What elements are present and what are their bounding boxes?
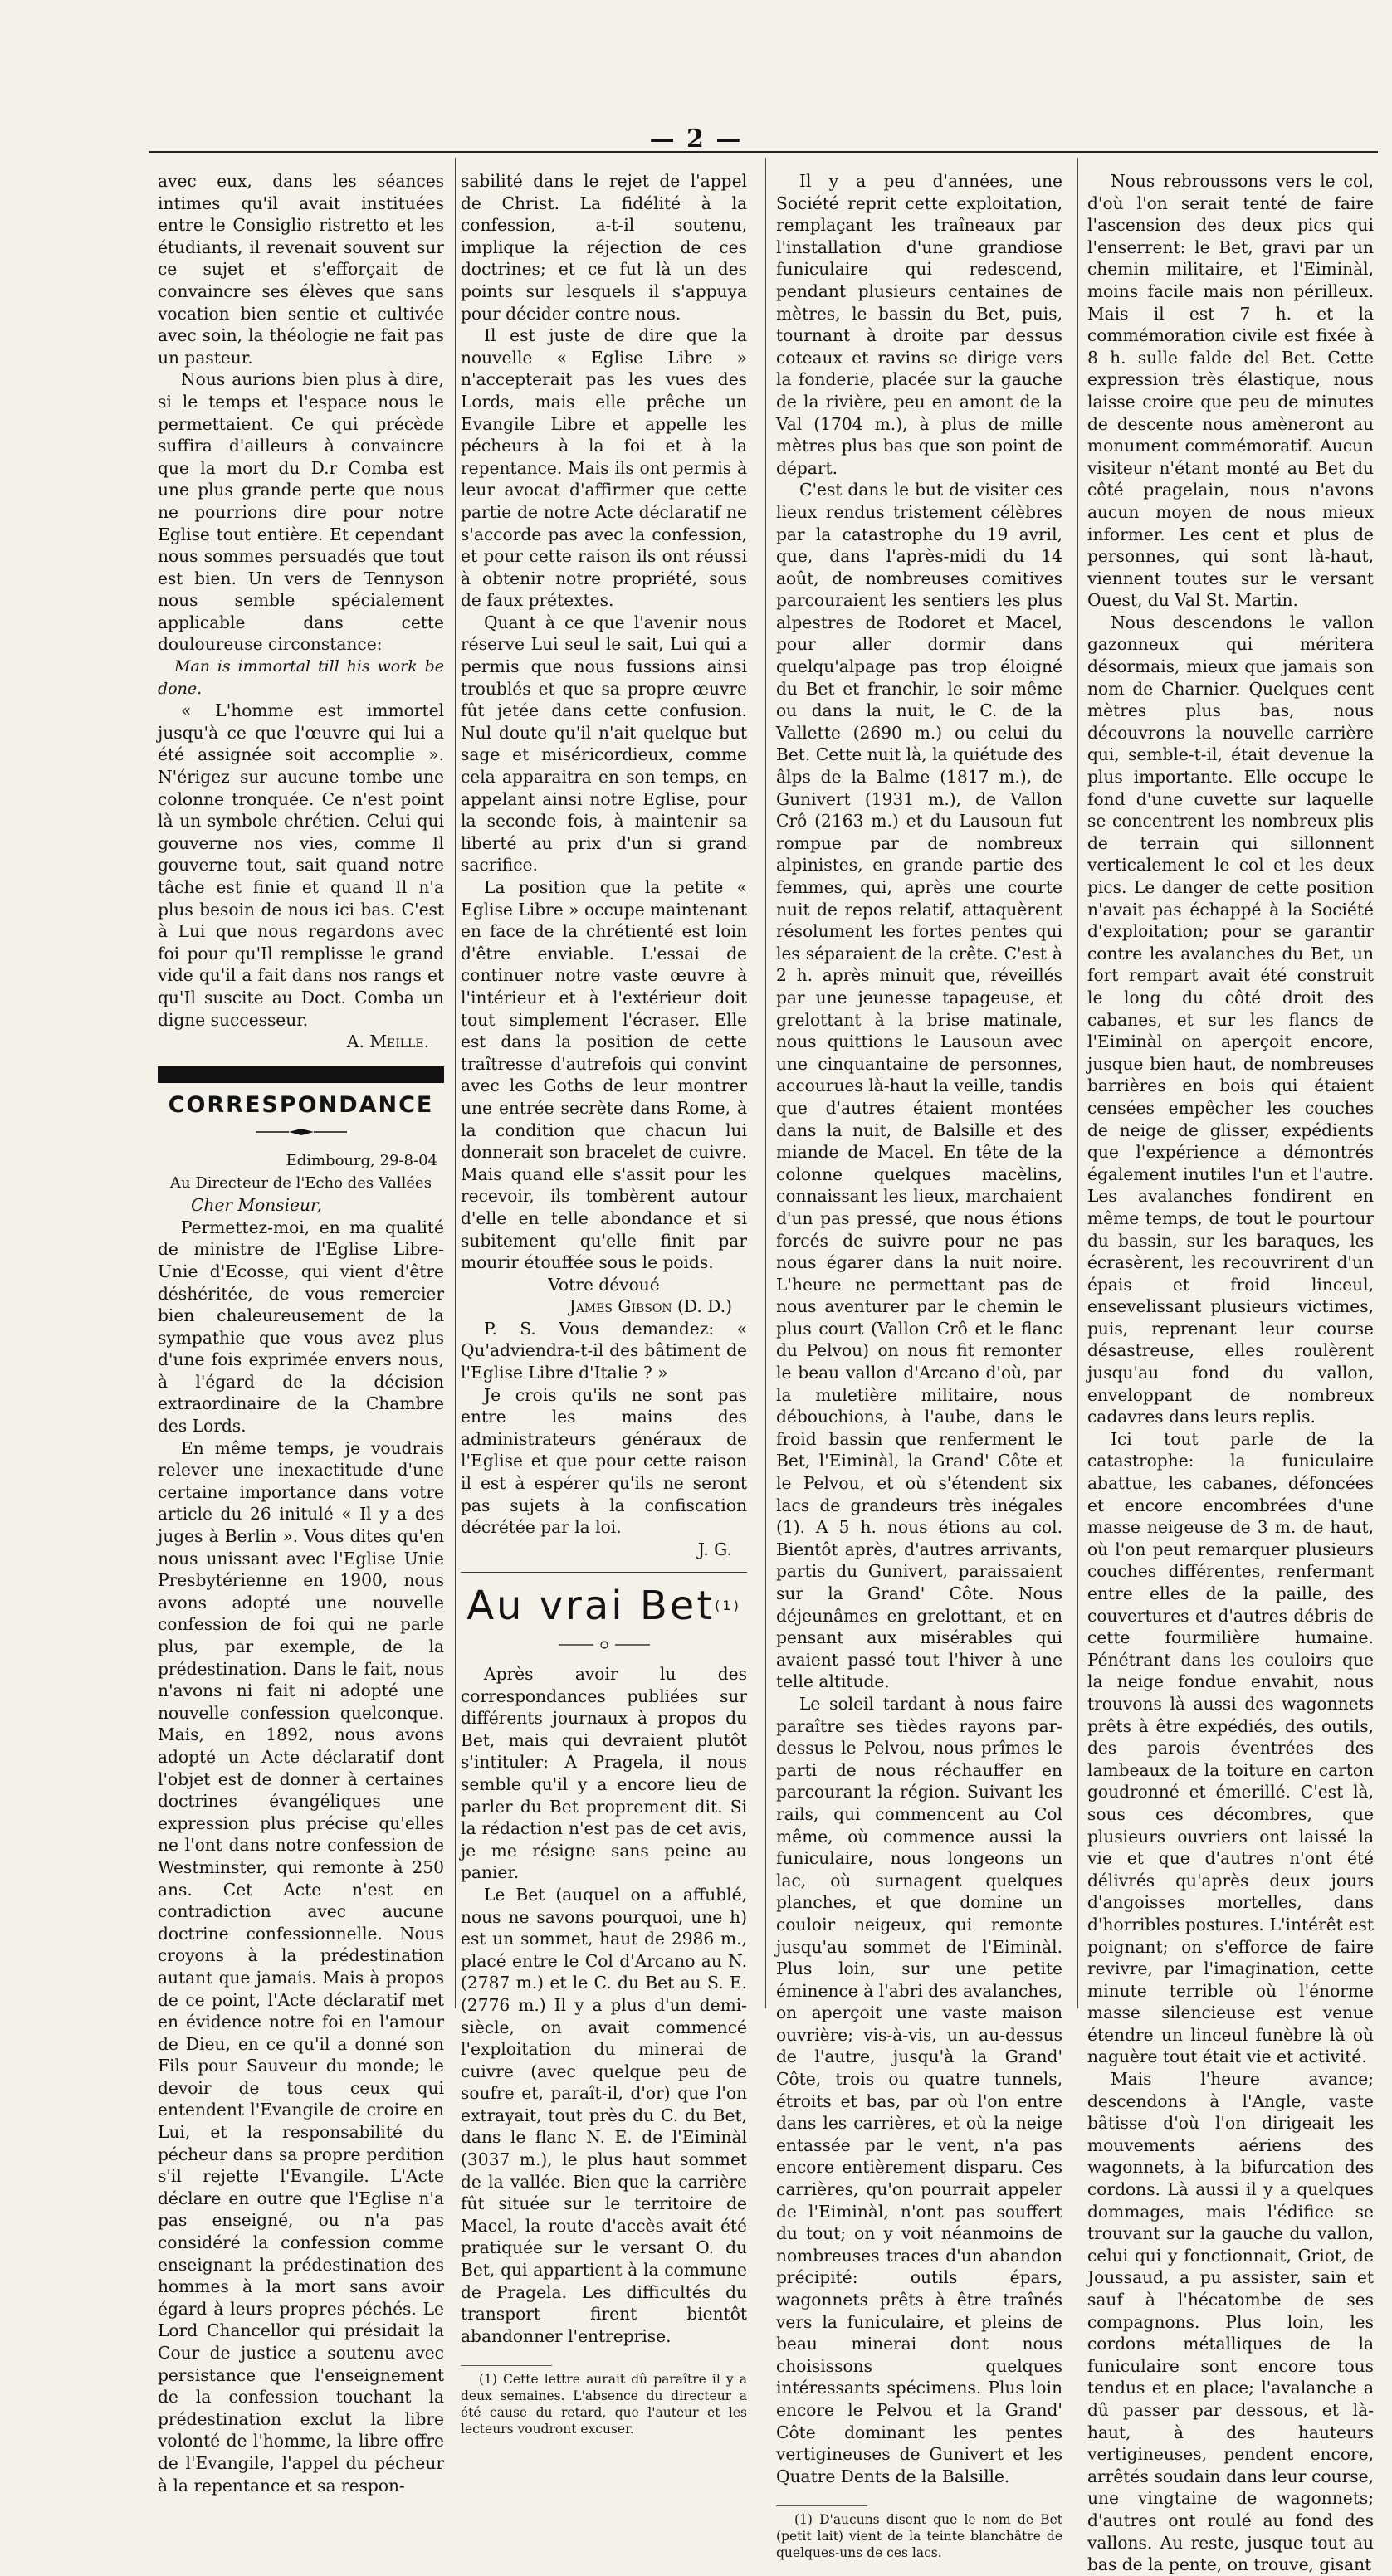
paragraph: Quant à ce que l'avenir nous réserve Lui seul le sait, Lui qui a permis que nous fussions ainsi troublés et que sa propre œuvre fût jetée dans cette confusion. Nul doute qu'il n'ait quelque but sage et miséricordieux, comme cela apparaitra en son temps, en appelant ainsi notre Eglise, pour la seconde fois, à maintenir sa liberté au prix d'un si grand sacrifice. bbox=[461, 612, 747, 876]
paragraph: La position que la petite « Eglise Libre » occupe maintenant en face de la chrétienté est loin d'être enviable. L'essai de continuer notre vaste œuvre à l'intérieur et à l'extérieur doit tout simplement l'écraser. Elle est dans la position de cette traîtresse d'autrefois qui convint avec les Goths de leur montrer une entrée secrète dans Rome, à la condition que chacun lui donnerait son bracelet de cuivre. Mais quand elle s'assit pour les recevoir, ils tombèrent autour d'elle en telle abondance et si subitement qu'elle finit par mourir étouffée sous le poids. bbox=[461, 877, 747, 1273]
paragraph: Permettez-moi, en ma qualité de ministre de l'Eglise Libre-Unie d'Ecosse, qui vient d'être déshéritée, de vous remercier bien chaleureusement de la sympathie que vous avez plus d'une fois exprimée envers nous, à l'égard de la décision extraordinaire de la Chambre des Lords. bbox=[158, 1217, 444, 1437]
footnote-rule bbox=[461, 2365, 552, 2366]
headline-footnote-marker: (1) bbox=[715, 1598, 741, 1614]
paragraph: Le Bet (auquel on a affublé, nous ne savons pourquoi, une h) est un sommet, haut de 2986 m., placé entre le Col d'Arcano au N. (2787 m.) et le C. du Bet au S. E. (2776 m.) Il y a plus d'un demi-siècle, on avait commencé l'exploitation du minerai de cuivre (avec quelque peu de soufre et, paraît-il, d'or) que l'on extrayait, tout près du C. du Bet, dans le flanc N. E. de l'Eiminàl (3037 m.), le plus haut sommet de la vallée. Bien que la carrière fût située sur le territoire de Macel, la route d'accès avait été pratiquée sur le versant O. du Bet, qui appartient à la commune de Pragela. Les difficultés du transport firent bientôt abandonner l'entreprise. bbox=[461, 1884, 747, 2346]
paragraph: Le soleil tardant à nous faire paraître ses tièdes rayons par-dessus le Pelvou, nous prîmes le parti de nous réchauffer en parcourant la région. Suivant les rails, qui commencent au Col même, où commence aussi la funiculaire, nous longeons un lac, où surnagent quelques planches, et que domine un couloir neigeux, qui remonte jusqu'au sommet de l'Eiminàl. Plus loin, sur une petite éminence à l'abri des avalanches, on aperçoit une vaste maison ouvrière; vis-à-vis, un au-dessus de l'autre, jusqu'à la Grand' Côte, trois ou quatre tunnels, étroits et bas, par où l'on entre dans les carrières, et où la neige entassée par le vent, n'a pas encore entièrement disparu. Ces carrières, qu'on pourrait appeler de l'Eiminàl, n'ont pas souffert du tout; on y voit néanmoins de nombreuses traces d'un abandon précipité: outils épars, wagonnets prêts à être traînés vers la funiculaire, et pleins de beau minerai dont nous choisissons quelques intéressants spécimens. Plus loin encore le Pelvou et la Grand' Côte dominant les pentes vertigineuses de Gunivert et les Quatre Dents de la Balsille. bbox=[776, 1693, 1062, 2486]
column-1 bbox=[158, 170, 444, 2496]
paragraph: Il est juste de dire que la nouvelle « Eglise Libre » n'accepterait pas les vues des Lords, mais elle prêche un Evangile Libre et appelle les pécheurs à la foi et à la repentance. Mais ils ont permis à leur avocat d'affirmer que cette partie de notre Acte déclaratif ne s'accorde pas avec la confession, et pour cette raison ils ont réussi à obtenir notre propriété, sous de faux prétextes. bbox=[461, 325, 747, 611]
paragraph: Il y a peu d'années, une Société reprit cette exploitation, remplaçant les traîneaux par l'installation d'une grandiose funiculaire qui redescend, pendant plusieurs centaines de mètres, le bassin du Bet, puis, tournant à droite par dessus coteaux et ravins se dirige vers la fonderie, placée sur la gauche de la rivière, peu en amont de la Val (1704 m.), à plus de mille mètres plus bas que son point de départ. bbox=[776, 171, 1062, 478]
paragraph: En même temps, je voudrais relever une inexactitude d'une certaine importance dans votre article du 26 initulé « Il y a des juges à Berlin ». Vous dites qu'en nous unissant avec l'Eglise Unie Presbytérienne en 1900, nous avons adopté une nouvelle confession de foi qui ne parle plus, par exemple, de la prédestination. Dans le fait, nous n'avons ni fait ni adopté une nouvelle confession quelconque. Mais, en 1892, nous avons adopté un Acte déclaratif dont l'objet est de donner à certaines doctrines évangéliques une expression plus précise qu'elles ne l'ont dans notre confession de Westminster, qui remonte à 250 ans. Cet Acte n'est en contradiction avec aucune doctrine confessionnelle. Nous croyons à la prédestination autant que jamais. Mais à propos de ce point, l'Acte déclaratif met en évidence notre foi en l'amour de Dieu, en ce qu'il a donné son Fils pour Sauveur du monde; le devoir de tous ceux qui entendent l'Evangile de croire en Lui, et la responsabilité du pécheur dans sa propre perdition s'il rejette l'Evangile. L'Acte déclare en outre que l'Eglise n'a pas enseigné, ou n'a pas considéré la confession comme enseignant la prédestination des hommes à la mort sans avoir égard à leurs propres péchés. Le Lord Chancellor qui présidait la Cour de justice a soutenu avec persistance que l'enseignement de la confession touchant la prédestination exclut la libre volonté de l'homme, la libre offre de l'Evangile, l'appel du pécheur à la repentance et sa respon- bbox=[158, 1437, 444, 2496]
signature: A. Meille. bbox=[346, 1032, 429, 1052]
headline-text: Au vrai Bet bbox=[466, 1583, 716, 1630]
paragraph: Je crois qu'ils ne sont pas entre les mains des administrateurs généraux de l'Eglise et que pour cette raison il est à espérer qu'ils ne seront pas sujets à la confiscation décrétée par la loi. bbox=[461, 1384, 747, 1538]
postscript: P. S. Vous demandez: « Qu'adviendra-t-il des bâtiment de l'Eglise Libre d'Italie ? » bbox=[461, 1318, 747, 1383]
column-divider bbox=[455, 158, 456, 2008]
paragraph: Après avoir lu des correspondances publiées sur différents journaux à propos du Bet, mais qui devraient plutôt s'intituler: A Pragela, il nous semble qu'il y a encore lieu de parler du Bet proprement dit. Si la rédaction n'est pas de cet avis, je me résigne sans peine au panier. bbox=[461, 1664, 747, 1883]
addressee: Au Directeur de l'Echo des Vallées bbox=[170, 1173, 432, 1192]
column-3 bbox=[776, 170, 1062, 2561]
signer: James Gibson (D. D.) bbox=[569, 1296, 732, 1317]
dateline: Edimbourg, 29-8-04 bbox=[286, 1151, 437, 1169]
ornament-divider bbox=[461, 1632, 747, 1655]
section-title: CORRESPONDANCE bbox=[168, 1091, 434, 1118]
paragraph: Nous descendons le vallon gazonneux qui méritera désormais, mieux que jamais son nom de Charnier. Quelques cent mètres plus bas, nous découvrons la nouvelle carrière qui, semble-t-il, était devenue la plus importante. Elle occupe le fond d'une cuvette sur laquelle se concentrent les nombreux plis de terrain qui sillonnent verticalement le col et les deux pics. Le danger de cette position n'avait pas échappé à la Société d'exploitation; pour se garantir contre les avalanches du Bet, un fort rempart avait été construit le long du côté droit des cabanes, et sur les flancs de l'Eiminàl on aperçoit encore, jusque bien haut, de nombreuses barrières en bois qui étaient censées empêcher les couches de neige de glisser, expédients que l'expérience a démontrés également inutiles l'un et l'autre. Les avalanches fondirent en même temps, de tout le pourtour du bassin, sur les baraques, les écrasèrent, les recouvrirent d'un épais et froid linceul, ensevelissant plusieurs victimes, puis, reprenant leur course désastreuse, elles roulèrent jusqu'au fond du vallon, enveloppant de nombreux cadavres dans leurs replis. bbox=[1087, 612, 1374, 1427]
paragraph: Nous rebroussons vers le col, d'où l'on serait tenté de faire l'ascension des deux pics qui l'enserrent: le Bet, gravi par un chemin militaire, et l'Eiminàl, moins facile mais non périlleux. Mais il est 7 h. et la commémoration civile est fixée à 8 h. sulle falde del Bet. Cette expression très élastique, nous laisse croire que peu de minutes de descente nous amèneront au monument commémoratif. Aucun visiteur n'étant monté au Bet du côté pragelain, nous n'avons aucun moyen de nous mieux informer. Les cent et plus de personnes, qui sont là-haut, viennent toutes sur le versant Ouest, du Val St. Martin. bbox=[1087, 171, 1374, 611]
closing: Votre dévoué bbox=[548, 1274, 660, 1295]
paragraph: Mais l'heure avance; descendons à l'Angle, vaste bâtisse d'où l'on dirigeait les mouvements aériens des wagonnets, à la bifurcation des cordons. Là aussi il y a quelques dommages, mais l'édifice se trouvant sur la gauche du vallon, celui qui y fonctionnait, Griot, de Joussaud, a pu assister, sain et sauf à l'hécatombe de ses compagnons. Plus loin, les cordons métalliques de la funiculaire sont encore tous tendus et en place; l'avalanche a dû passer par dessous, et là-haut, à des hauteurs vertigineuses, pendent encore, arrêtés soudain dans leur course, une vingtaine de wagonnets; d'autres ont roulé au fond des vallons. Au reste, jusque tout au bas de la pente, on trouve, gisant bbox=[1087, 2069, 1374, 2575]
tennyson-quote: Man is immortal till his work be done. bbox=[158, 657, 444, 698]
footnote: (1) Cette lettre aurait dû paraître il y a deux semaines. L'absence du directeur a été cause du retard, que l'auteur et les lecteurs voudront excuser. bbox=[461, 2372, 747, 2437]
column-4 bbox=[1087, 170, 1374, 2575]
column-2 bbox=[461, 170, 747, 2437]
article-rule bbox=[461, 1572, 747, 1573]
article-headline bbox=[461, 1583, 747, 1629]
column-divider bbox=[1077, 158, 1078, 2008]
footnote-rule bbox=[776, 2505, 867, 2506]
paragraph: avec eux, dans les séances intimes qu'il avait instituées entre le Consiglio ristretto et les étudiants, il revenait souvent sur ce sujet et s'efforçait de convaincre ses élèves que sans vocation bien sentie et cultivée avec soin, la théologie ne fait pas un pasteur. bbox=[158, 171, 444, 368]
paragraph: « L'homme est immortel jusqu'à ce que l'œuvre qui lui a été assignée soit accomplie ». N'érigez sur aucune tombe une colonne tronquée. Ce n'est point là un symbole chrétien. Celui qui gouverne nos vies, comme Il gouverne tout, sait quand notre tâche est finie et quand Il n'a plus besoin de nous ici bas. C'est à Lui que nous regardons avec foi pour qu'Il remplisse le grand vide qu'il a fait dans nos rangs et qu'Il suscite au Doct. Comba un digne successeur. bbox=[158, 700, 444, 1030]
section-divider-bar bbox=[158, 1066, 444, 1083]
paragraph: sabilité dans le rejet de l'appel de Christ. La fidélité à la confession, a-t-il soutenu, implique la réjection de ces doctrines; et ce fut là un des points sur lesquels il s'appuya pour décider contre nous. bbox=[461, 171, 747, 324]
paragraph: Ici tout parle de la catastrophe: la funiculaire abattue, les cabanes, défoncées et encore encombrées d'une masse neigeuse de 3 m. de haut, où l'on peut remarquer plusieurs couches différentes, renfermant entre elles de la paille, des couvertures et d'autres débris de cette fourmilière humaine. Pénétrant dans les couloirs que la neige fondue envahit, nous trouvons là aussi des wagonnets prêts à être expédiés, des outils, des parois éventrées des lambeaux de la toiture en carton goudronné et émerillé. C'est là, sous ces décombres, que plusieurs ouvriers ont laissé la vie et que d'autres n'ont été délivrés qu'après deux jours d'angoisses mortelles, dans d'horribles postures. L'intérêt est poignant; on s'efforce de faire revivre, par l'imagination, cette minute terrible où l'énorme masse silencieuse est venue étendre un linceul funèbre là où naguère tout était vie et activité. bbox=[1087, 1428, 1374, 2067]
paragraph: C'est dans le but de visiter ces lieux rendus tristement célèbres par la catastrophe du 19 avril, que, dans l'après-midi du 14 août, de nombreuses comitives parcouraient les sentiers les plus alpestres de Rodoret et Macel, pour aller dormir dans quelqu'alpage pas trop éloigné du Bet et franchir, le soir même ou dans la nuit, le C. de la Vallette (2690 m.) ou celui du Bet. Cette nuit là, la quiétude des âlps de la Balme (1817 m.), de Gunivert (1931 m.), de Vallon Crô (2163 m.) et du Lausoun fut rompue par de nombreux alpinistes, en grande partie des femmes, qui, après une courte nuit de repos relatif, attaquèrent résolument les fortes pentes qui les séparaient de la crête. C'est à 2 h. après minuit que, réveillés par une jeunesse tapageuse, et grelottant à la brise matinale, nous quittions le Lausoun avec une cinquantaine de personnes, accourues là-haut la veille, tandis que d'autres étaient montées dans la nuit, de Balsille et des miande de Macel. En tête de la colonne quelques macèlins, connaissant les lieux, marchaient d'un pas pressé, que nous étions forcés de suivre pour ne pas nous égarer dans la nuit noire. L'heure ne permettant pas de nous aventurer par le chemin le plus court (Vallon Crô et le flanc du Pelvou) on nous fit remonter le beau vallon d'Arcano d'où, par la muletière militaire, nous débouchions, à l'aube, dans le froid bassin que renferment le Bet, l'Eiminàl, la Grand' Côte et le Pelvou, et où s'étendent six lacs de grandeurs très inégales (1). A 5 h. nous étions au col. Bientôt après, d'autres arrivants, partis du Gunivert, paraissaient sur la Grand' Côte. Nous déjeunâmes en grelottant, et en pensant aux misérables qui avaient passé tout l'hiver à une telle altitude. bbox=[776, 480, 1062, 1692]
ornament-divider bbox=[158, 1120, 444, 1142]
paragraph: Nous aurions bien plus à dire, si le temps et l'espace nous le permettaient. Ce qui précède suffira d'ailleurs à convaincre que la mort du D.r Comba est une plus grande perte que nous ne pourrions dire pour notre Eglise tout entière. Et cependant nous sommes persuadés que tout est bien. Un vers de Tennyson nous semble spécialement applicable dans cette douloureuse circonstance: bbox=[158, 369, 444, 655]
header-rule bbox=[149, 151, 1378, 153]
salutation: Cher Monsieur, bbox=[191, 1195, 322, 1216]
reply-signature: J. G. bbox=[697, 1539, 732, 1559]
page-number: — 2 — bbox=[649, 124, 743, 154]
footnote: (1) D'aucuns disent que le nom de Bet (petit lait) vient de la teinte blanchâtre de quelques-uns de ces lacs. bbox=[776, 2512, 1062, 2561]
column-divider bbox=[765, 158, 766, 2008]
